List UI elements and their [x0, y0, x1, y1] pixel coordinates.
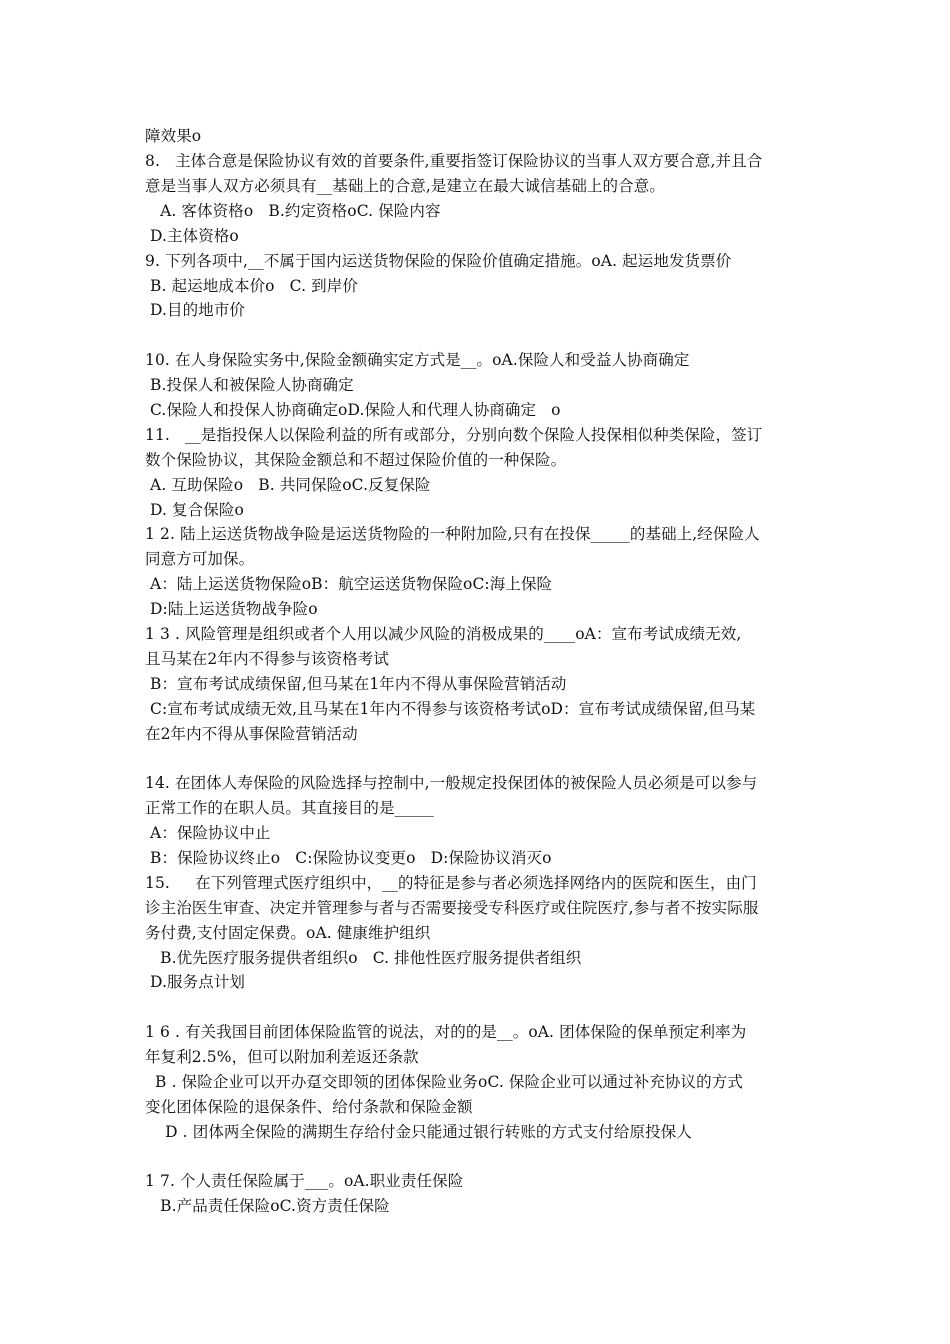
- text-line: D.目的地市价: [145, 301, 246, 319]
- text-line: 年复利2.5%，但可以附加利差返还条款: [145, 1048, 419, 1066]
- text-line: D.服务点计划: [145, 973, 246, 991]
- text-line: B.优先医疗服务提供者组织o C. 排他性医疗服务提供者组织: [145, 949, 582, 967]
- text-line: 10. 在人身保险实务中,保险金额确实定方式是__。oA.保险人和受益人协商确定: [145, 351, 690, 369]
- text-line: B：宣布考试成绩保留,但马某在1年内不得从事保险营销活动: [145, 675, 567, 693]
- text-line: C.保险人和投保人协商确定oD.保险人和代理人协商确定 o: [145, 401, 561, 419]
- text-line: 诊主治医生审查、决定并管理参与者与否需要接受专科医疗或住院医疗,参与者不按实际服: [145, 899, 759, 917]
- text-line: 11. __是指投保人以保险利益的所有或部分，分别向数个保险人投保相似种类保险，签订: [145, 426, 763, 444]
- text-line: D . 团体两全保险的满期生存给付金只能通过银行转账的方式支付给原投保人: [145, 1123, 692, 1141]
- text-line: B.产品责任保险oC.资方责任保险: [145, 1197, 390, 1215]
- text-line: 1 3 . 风险管理是组织或者个人用以减少风险的消极成果的____oA：宣布考试成绩无效,: [145, 625, 742, 643]
- text-line: 同意方可加保。: [145, 550, 255, 568]
- text-line: 务付费,支付固定保费。oA. 健康维护组织: [145, 924, 431, 942]
- text-line: 1 7. 个人责任保险属于___。oA.职业责任保险: [145, 1172, 464, 1190]
- text-line: 8. 主体合意是保险协议有效的首要条件,重要指签订保险协议的当事人双方要合意,并且合: [145, 152, 763, 170]
- text-line: 9. 下列各项中,__不属于国内运送货物保险的保险价值确定措施。oA. 起运地发货票价: [145, 252, 732, 270]
- text-line: A：保险协议中止: [145, 824, 271, 842]
- text-line: B. 起运地成本价o C. 到岸价: [145, 277, 358, 295]
- text-line: 1 2. 陆上运送货物战争险是运送货物险的一种附加险,只有在投保_____的基础上,经保险人: [145, 525, 760, 543]
- text-line: B . 保险企业可以开办趸交即领的团体保险业务oC. 保险企业可以通过补充协议的方式: [145, 1073, 743, 1091]
- text-line: 1 6 . 有关我国目前团体保险监管的说法，对的的是__。oA. 团体保险的保单预定利率为: [145, 1023, 747, 1041]
- text-line: D:陆上运送货物战争险o: [145, 600, 318, 618]
- text-line: B：保险协议终止o C:保险协议变更o D:保险协议消灭o: [145, 849, 552, 867]
- text-line: B.投保人和被保险人协商确定: [145, 376, 354, 394]
- text-line: C:宣布考试成绩无效,且马某在1年内不得参与该资格考试oD：宣布考试成绩保留,但马某: [145, 700, 756, 718]
- text-line: A. 客体资格o B.约定资格oC. 保险内容: [145, 202, 441, 220]
- text-line: 14. 在团体人寿保险的风险选择与控制中,一般规定投保团体的被保险人员必须是可以参与: [145, 774, 758, 792]
- text-line: D. 复合保险o: [145, 501, 244, 519]
- text-line: 意是当事人双方必须具有__基础上的合意,是建立在最大诚信基础上的合意。: [145, 177, 665, 195]
- text-line: 障效果o: [145, 127, 202, 145]
- text-line: 数个保险协议，其保险金额总和不超过保险价值的一种保险。: [145, 451, 567, 469]
- text-line: D.主体资格o: [145, 227, 239, 245]
- text-line: 且马某在2年内不得参与该资格考试: [145, 650, 389, 668]
- text-line: 在2年内不得从事保险营销活动: [145, 725, 358, 743]
- text-line: A. 互助保险o B. 共同保险oC.反复保险: [145, 476, 431, 494]
- text-line: 变化团体保险的退保条件、给付条款和保险金额: [145, 1098, 473, 1116]
- text-line: A：陆上运送货物保险oB：航空运送货物保险oC:海上保险: [145, 575, 553, 593]
- text-line: 15. 在下列管理式医疗组织中，__的特征是参与者必须选择网络内的医院和医生，由门: [145, 874, 757, 892]
- text-line: 正常工作的在职人员。其直接目的是_____: [145, 799, 434, 817]
